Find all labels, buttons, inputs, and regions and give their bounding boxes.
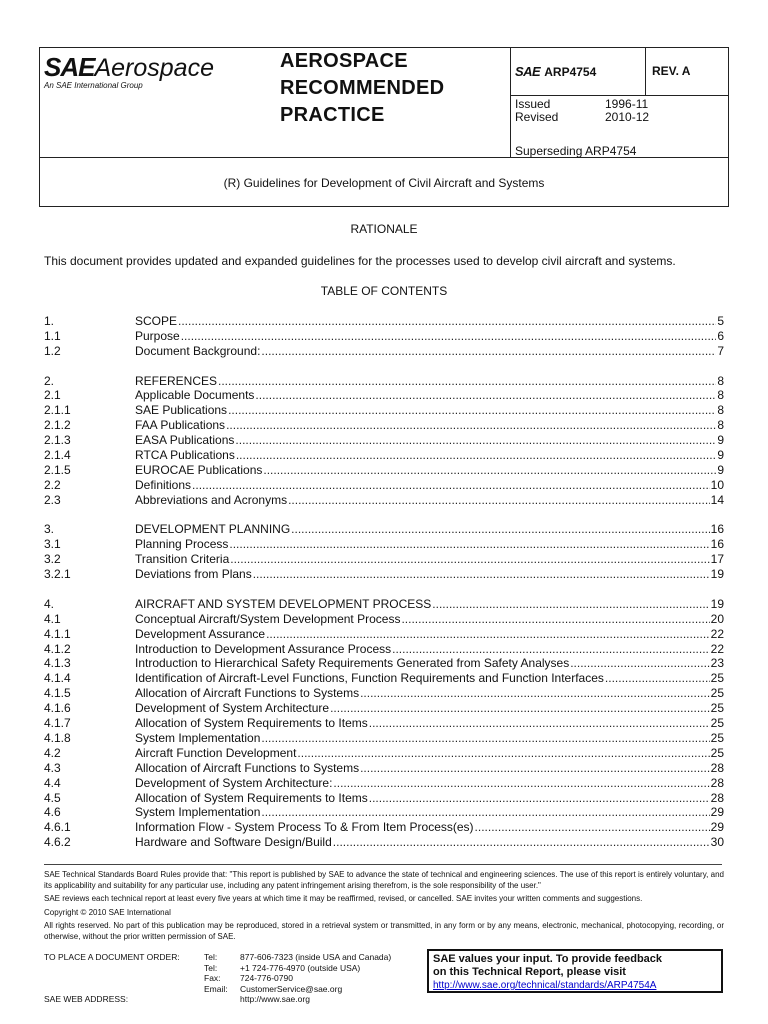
toc-section-title: Information Flow - System Process To & From Item Process(es) ..... bbox=[135, 820, 710, 835]
phone-number: 877-606-7323 (inside USA and Canada) bbox=[240, 952, 392, 962]
toc-section-title: Hardware and Software Design/Build ..... bbox=[135, 835, 710, 850]
toc-section-title: Allocation of Aircraft Functions to Systems ..... bbox=[135, 686, 710, 701]
toc-entry[interactable] bbox=[44, 448, 724, 463]
logo-sae-mark: SAE bbox=[44, 52, 95, 82]
toc-entry[interactable] bbox=[44, 388, 724, 403]
toc-page-number: 22 bbox=[710, 641, 724, 656]
document-number: SAE ARP4754 bbox=[515, 64, 597, 79]
legal-paragraph: All rights reserved. No part of this publication may be reproduced, stored in a retrieval system or transmitted, in any form or by any means, electronic, mechanical, photocopying, recording, or otherwise, without the prior written permission of SAE. bbox=[44, 921, 724, 941]
toc-page-number: 29 bbox=[710, 805, 724, 820]
toc-page-number: 9 bbox=[717, 462, 724, 477]
title-line: AEROSPACE bbox=[280, 50, 408, 72]
toc-page-number: 23 bbox=[710, 656, 724, 671]
toc-section-title: System Implementation ..... bbox=[135, 805, 710, 820]
toc-entry[interactable] bbox=[44, 791, 724, 806]
toc-section-title: Abbreviations and Acronyms ..... bbox=[135, 493, 710, 508]
toc-section-title: Applicable Documents ..... bbox=[135, 388, 716, 403]
revision-label: REV. A bbox=[645, 48, 729, 96]
toc-section-title: Transition Criteria ..... bbox=[135, 552, 710, 567]
toc-section-number: 4.6.1 bbox=[44, 820, 71, 835]
toc-section-number: 2.1.2 bbox=[44, 418, 71, 433]
toc-section-number: 1.2 bbox=[44, 343, 61, 358]
toc-section-title: System Implementation ..... bbox=[135, 731, 710, 746]
toc-entry[interactable] bbox=[44, 835, 724, 850]
toc-section-title: Development of System Architecture ..... bbox=[135, 701, 710, 716]
feedback-link[interactable]: http://www.sae.org/technical/standards/ARP4754A bbox=[433, 980, 657, 991]
document-type-title bbox=[280, 48, 510, 129]
toc-section-number: 4.3 bbox=[44, 760, 61, 775]
toc-section-number: 4.1.1 bbox=[44, 626, 71, 641]
issue-dates bbox=[515, 98, 649, 124]
document-subtitle: (R) Guidelines for Development of Civil Aircraft and Systems bbox=[223, 176, 545, 190]
toc-section-number: 2.1.4 bbox=[44, 448, 71, 463]
toc-section-title: Development of System Architecture: ..... bbox=[135, 776, 710, 791]
toc-entry[interactable] bbox=[44, 314, 724, 329]
toc-section-title: Allocation of System Requirements to Items ..... bbox=[135, 791, 710, 806]
toc-page-number: 22 bbox=[710, 626, 724, 641]
toc-section-title: SCOPE ..... bbox=[135, 314, 716, 329]
toc-entry[interactable] bbox=[44, 329, 724, 344]
toc-section-number: 3. bbox=[44, 522, 55, 537]
toc-entry[interactable] bbox=[44, 746, 724, 761]
toc-page-number: 6 bbox=[717, 328, 724, 343]
toc-entry[interactable] bbox=[44, 493, 724, 508]
toc-spacer bbox=[44, 508, 724, 523]
toc-entry[interactable] bbox=[44, 731, 724, 746]
toc-section-title: Introduction to Hierarchical Safety Requirements Generated from Safety Analyses ..... bbox=[135, 656, 710, 671]
toc-page-number: 10 bbox=[710, 477, 724, 492]
toc-page-number: 25 bbox=[710, 686, 724, 701]
toc-page-number: 28 bbox=[710, 790, 724, 805]
toc-entry[interactable] bbox=[44, 761, 724, 776]
toc-page-number: 16 bbox=[710, 537, 724, 552]
toc-entry[interactable] bbox=[44, 567, 724, 582]
toc-section-title: FAA Publications ..... bbox=[135, 418, 716, 433]
toc-section-number: 4.1.6 bbox=[44, 701, 71, 716]
issued-value: 1996-11 bbox=[605, 97, 649, 111]
fax-number: 724-776-0790 bbox=[240, 973, 293, 983]
toc-section-number: 4.1.7 bbox=[44, 716, 71, 731]
toc-section-number: 4.5 bbox=[44, 790, 61, 805]
toc-section-number: 1.1 bbox=[44, 328, 61, 343]
email-address: CustomerService@sae.org bbox=[240, 983, 343, 994]
header-top-row bbox=[40, 48, 728, 158]
toc-section-title: Planning Process ..... bbox=[135, 537, 710, 552]
logo-aerospace-text: Aerospace bbox=[94, 54, 214, 82]
order-heading: TO PLACE A DOCUMENT ORDER: bbox=[44, 952, 180, 962]
toc-page-number: 9 bbox=[717, 448, 724, 463]
toc-entry[interactable] bbox=[44, 418, 724, 433]
logo-tagline: An SAE International Group bbox=[44, 81, 143, 90]
toc-section-title: RTCA Publications ..... bbox=[135, 448, 716, 463]
sae-aerospace-logo bbox=[44, 52, 284, 90]
toc-entry[interactable] bbox=[44, 344, 724, 359]
feedback-text: SAE values your input. To provide feedback bbox=[433, 953, 663, 965]
toc-page-number: 8 bbox=[717, 373, 724, 388]
toc-section-number: 4.1 bbox=[44, 611, 61, 626]
toc-section-title: Document Background: ..... bbox=[135, 344, 716, 359]
toc-section-title: Allocation of Aircraft Functions to Systems ..... bbox=[135, 761, 710, 776]
document-header bbox=[39, 47, 729, 207]
toc-entry[interactable] bbox=[44, 805, 724, 820]
toc-entry[interactable] bbox=[44, 671, 724, 686]
toc-page-number: 28 bbox=[710, 760, 724, 775]
toc-page-number: 25 bbox=[710, 671, 724, 686]
issued-label: Issued bbox=[515, 97, 551, 111]
toc-section-title: AIRCRAFT AND SYSTEM DEVELOPMENT PROCESS ..... bbox=[135, 597, 710, 612]
title-line: PRACTICE bbox=[280, 104, 385, 126]
legal-notice bbox=[44, 870, 724, 945]
toc-entry[interactable] bbox=[44, 597, 724, 612]
toc-page-number: 19 bbox=[710, 596, 724, 611]
toc-entry[interactable] bbox=[44, 642, 724, 657]
toc-section-title: Definitions ..... bbox=[135, 478, 710, 493]
rationale-text: This document provides updated and expanded guidelines for the processes used to develop civil aircraft and systems. bbox=[44, 254, 676, 268]
title-line: RECOMMENDED bbox=[280, 77, 445, 99]
toc-section-number: 4.1.3 bbox=[44, 656, 71, 671]
toc-section-title: Allocation of System Requirements to Items ..... bbox=[135, 716, 710, 731]
footer-divider bbox=[44, 864, 722, 865]
toc-page-number: 8 bbox=[717, 388, 724, 403]
legal-paragraph: SAE Technical Standards Board Rules provide that: "This report is published by SAE to advance the state of technical and engineering sciences. The use of this report is entirely voluntary, and its applicability and suitability for any particular use, including any patent infringement arising therefrom, is the sole responsibility of the user." bbox=[44, 870, 724, 890]
web-address: http://www.sae.org bbox=[240, 994, 310, 1004]
toc-entry[interactable] bbox=[44, 820, 724, 835]
toc-page-number: 17 bbox=[710, 552, 724, 567]
toc-page-number: 25 bbox=[710, 745, 724, 760]
toc-section-title: EASA Publications ..... bbox=[135, 433, 716, 448]
toc-section-number: 2.1.5 bbox=[44, 462, 71, 477]
toc-section-number: 4.1.2 bbox=[44, 641, 71, 656]
toc-page-number: 14 bbox=[710, 492, 724, 507]
toc-section-number: 4.2 bbox=[44, 745, 61, 760]
toc-entry[interactable] bbox=[44, 716, 724, 731]
document-info-box bbox=[510, 48, 728, 158]
toc-entry[interactable] bbox=[44, 433, 724, 448]
toc-section-number: 1. bbox=[44, 314, 55, 328]
copyright-text: Copyright © 2010 SAE International bbox=[44, 907, 171, 917]
table-of-contents bbox=[44, 314, 724, 850]
toc-page-number: 9 bbox=[717, 433, 724, 448]
toc-page-number: 28 bbox=[710, 775, 724, 790]
toc-page-number: 20 bbox=[710, 611, 724, 626]
feedback-box bbox=[427, 949, 723, 993]
toc-section-title: Introduction to Development Assurance Process ..... bbox=[135, 642, 710, 657]
toc-page-number: 19 bbox=[710, 567, 724, 582]
toc-entry[interactable] bbox=[44, 403, 724, 418]
toc-entry[interactable] bbox=[44, 627, 724, 642]
toc-section-title: SAE Publications ..... bbox=[135, 403, 716, 418]
toc-section-number: 4.6.2 bbox=[44, 835, 71, 850]
toc-section-number: 4.1.4 bbox=[44, 671, 71, 686]
toc-section-number: 2.2 bbox=[44, 477, 61, 492]
superseding-text: Superseding ARP4754 bbox=[515, 144, 637, 158]
toc-page-number: 29 bbox=[710, 820, 724, 835]
toc-section-number: 3.1 bbox=[44, 537, 61, 552]
doc-prefix: SAE bbox=[515, 64, 541, 79]
toc-section-title: Deviations from Plans ..... bbox=[135, 567, 710, 582]
toc-section-title: Aircraft Function Development ..... bbox=[135, 746, 710, 761]
toc-section-number: 2.1.1 bbox=[44, 403, 71, 418]
toc-entry[interactable] bbox=[44, 463, 724, 478]
toc-page-number: 8 bbox=[717, 403, 724, 418]
toc-spacer bbox=[44, 582, 724, 597]
toc-section-number: 4.1.5 bbox=[44, 686, 71, 701]
toc-entry[interactable] bbox=[44, 612, 724, 627]
toc-section-title: Identification of Aircraft-Level Functions, Function Requirements and Function Interfaces ..... bbox=[135, 671, 710, 686]
toc-page-number: 16 bbox=[710, 522, 724, 537]
order-contact-info: TO PLACE A DOCUMENT ORDER: Tel: 877-606-7323 (inside USA and Canada) Tel: +1 724-776-4970 (outside USA) Fax: 724-776-0790 Email: CustomerService@sae.org SAE WEB ADDRESS: http://www.sae.org bbox=[44, 952, 392, 1004]
toc-page-number: 25 bbox=[710, 701, 724, 716]
toc-section-number: 4. bbox=[44, 596, 55, 611]
legal-paragraph: SAE reviews each technical report at least every five years at which time it may be reaffirmed, revised, or cancelled. SAE invites your written comments and suggestions. bbox=[44, 894, 643, 903]
toc-section-number: 4.1.8 bbox=[44, 730, 71, 745]
toc-section-title: DEVELOPMENT PLANNING ..... bbox=[135, 522, 710, 537]
toc-entry[interactable] bbox=[44, 776, 724, 791]
feedback-text: on this Technical Report, please visit bbox=[433, 966, 626, 978]
toc-section-number: 3.2 bbox=[44, 552, 61, 567]
toc-section-title: Purpose ..... bbox=[135, 329, 716, 344]
toc-entry[interactable] bbox=[44, 701, 724, 716]
toc-page-number: 7 bbox=[717, 343, 724, 358]
toc-section-number: 2. bbox=[44, 373, 55, 388]
toc-page-number: 5 bbox=[717, 314, 724, 328]
toc-entry[interactable] bbox=[44, 374, 724, 389]
toc-section-number: 4.6 bbox=[44, 805, 61, 820]
toc-spacer bbox=[44, 359, 724, 374]
toc-section-number: 2.3 bbox=[44, 492, 61, 507]
toc-entry[interactable] bbox=[44, 552, 724, 567]
toc-section-number: 3.2.1 bbox=[44, 567, 71, 582]
toc-entry[interactable] bbox=[44, 686, 724, 701]
toc-section-title: Conceptual Aircraft/System Development Process ..... bbox=[135, 612, 710, 627]
toc-section-number: 2.1.3 bbox=[44, 433, 71, 448]
phone-number: +1 724-776-4970 (outside USA) bbox=[240, 962, 361, 973]
toc-entry[interactable] bbox=[44, 656, 724, 671]
toc-section-number: 4.4 bbox=[44, 775, 61, 790]
toc-page-number: 30 bbox=[710, 835, 724, 850]
revised-label: Revised bbox=[515, 110, 559, 124]
toc-page-number: 8 bbox=[717, 418, 724, 433]
toc-page-number: 25 bbox=[710, 716, 724, 731]
toc-entry[interactable] bbox=[44, 478, 724, 493]
rationale-heading: RATIONALE bbox=[350, 222, 418, 236]
toc-page-number: 25 bbox=[710, 730, 724, 745]
web-label: SAE WEB ADDRESS: bbox=[44, 994, 129, 1004]
toc-entry[interactable] bbox=[44, 537, 724, 552]
revised-value: 2010-12 bbox=[605, 110, 650, 124]
toc-heading: TABLE OF CONTENTS bbox=[320, 284, 448, 298]
toc-section-title: REFERENCES ..... bbox=[135, 374, 716, 389]
toc-section-title: Development Assurance ..... bbox=[135, 627, 710, 642]
toc-section-number: 2.1 bbox=[44, 388, 61, 403]
toc-entry[interactable] bbox=[44, 522, 724, 537]
toc-section-title: EUROCAE Publications ..... bbox=[135, 463, 716, 478]
